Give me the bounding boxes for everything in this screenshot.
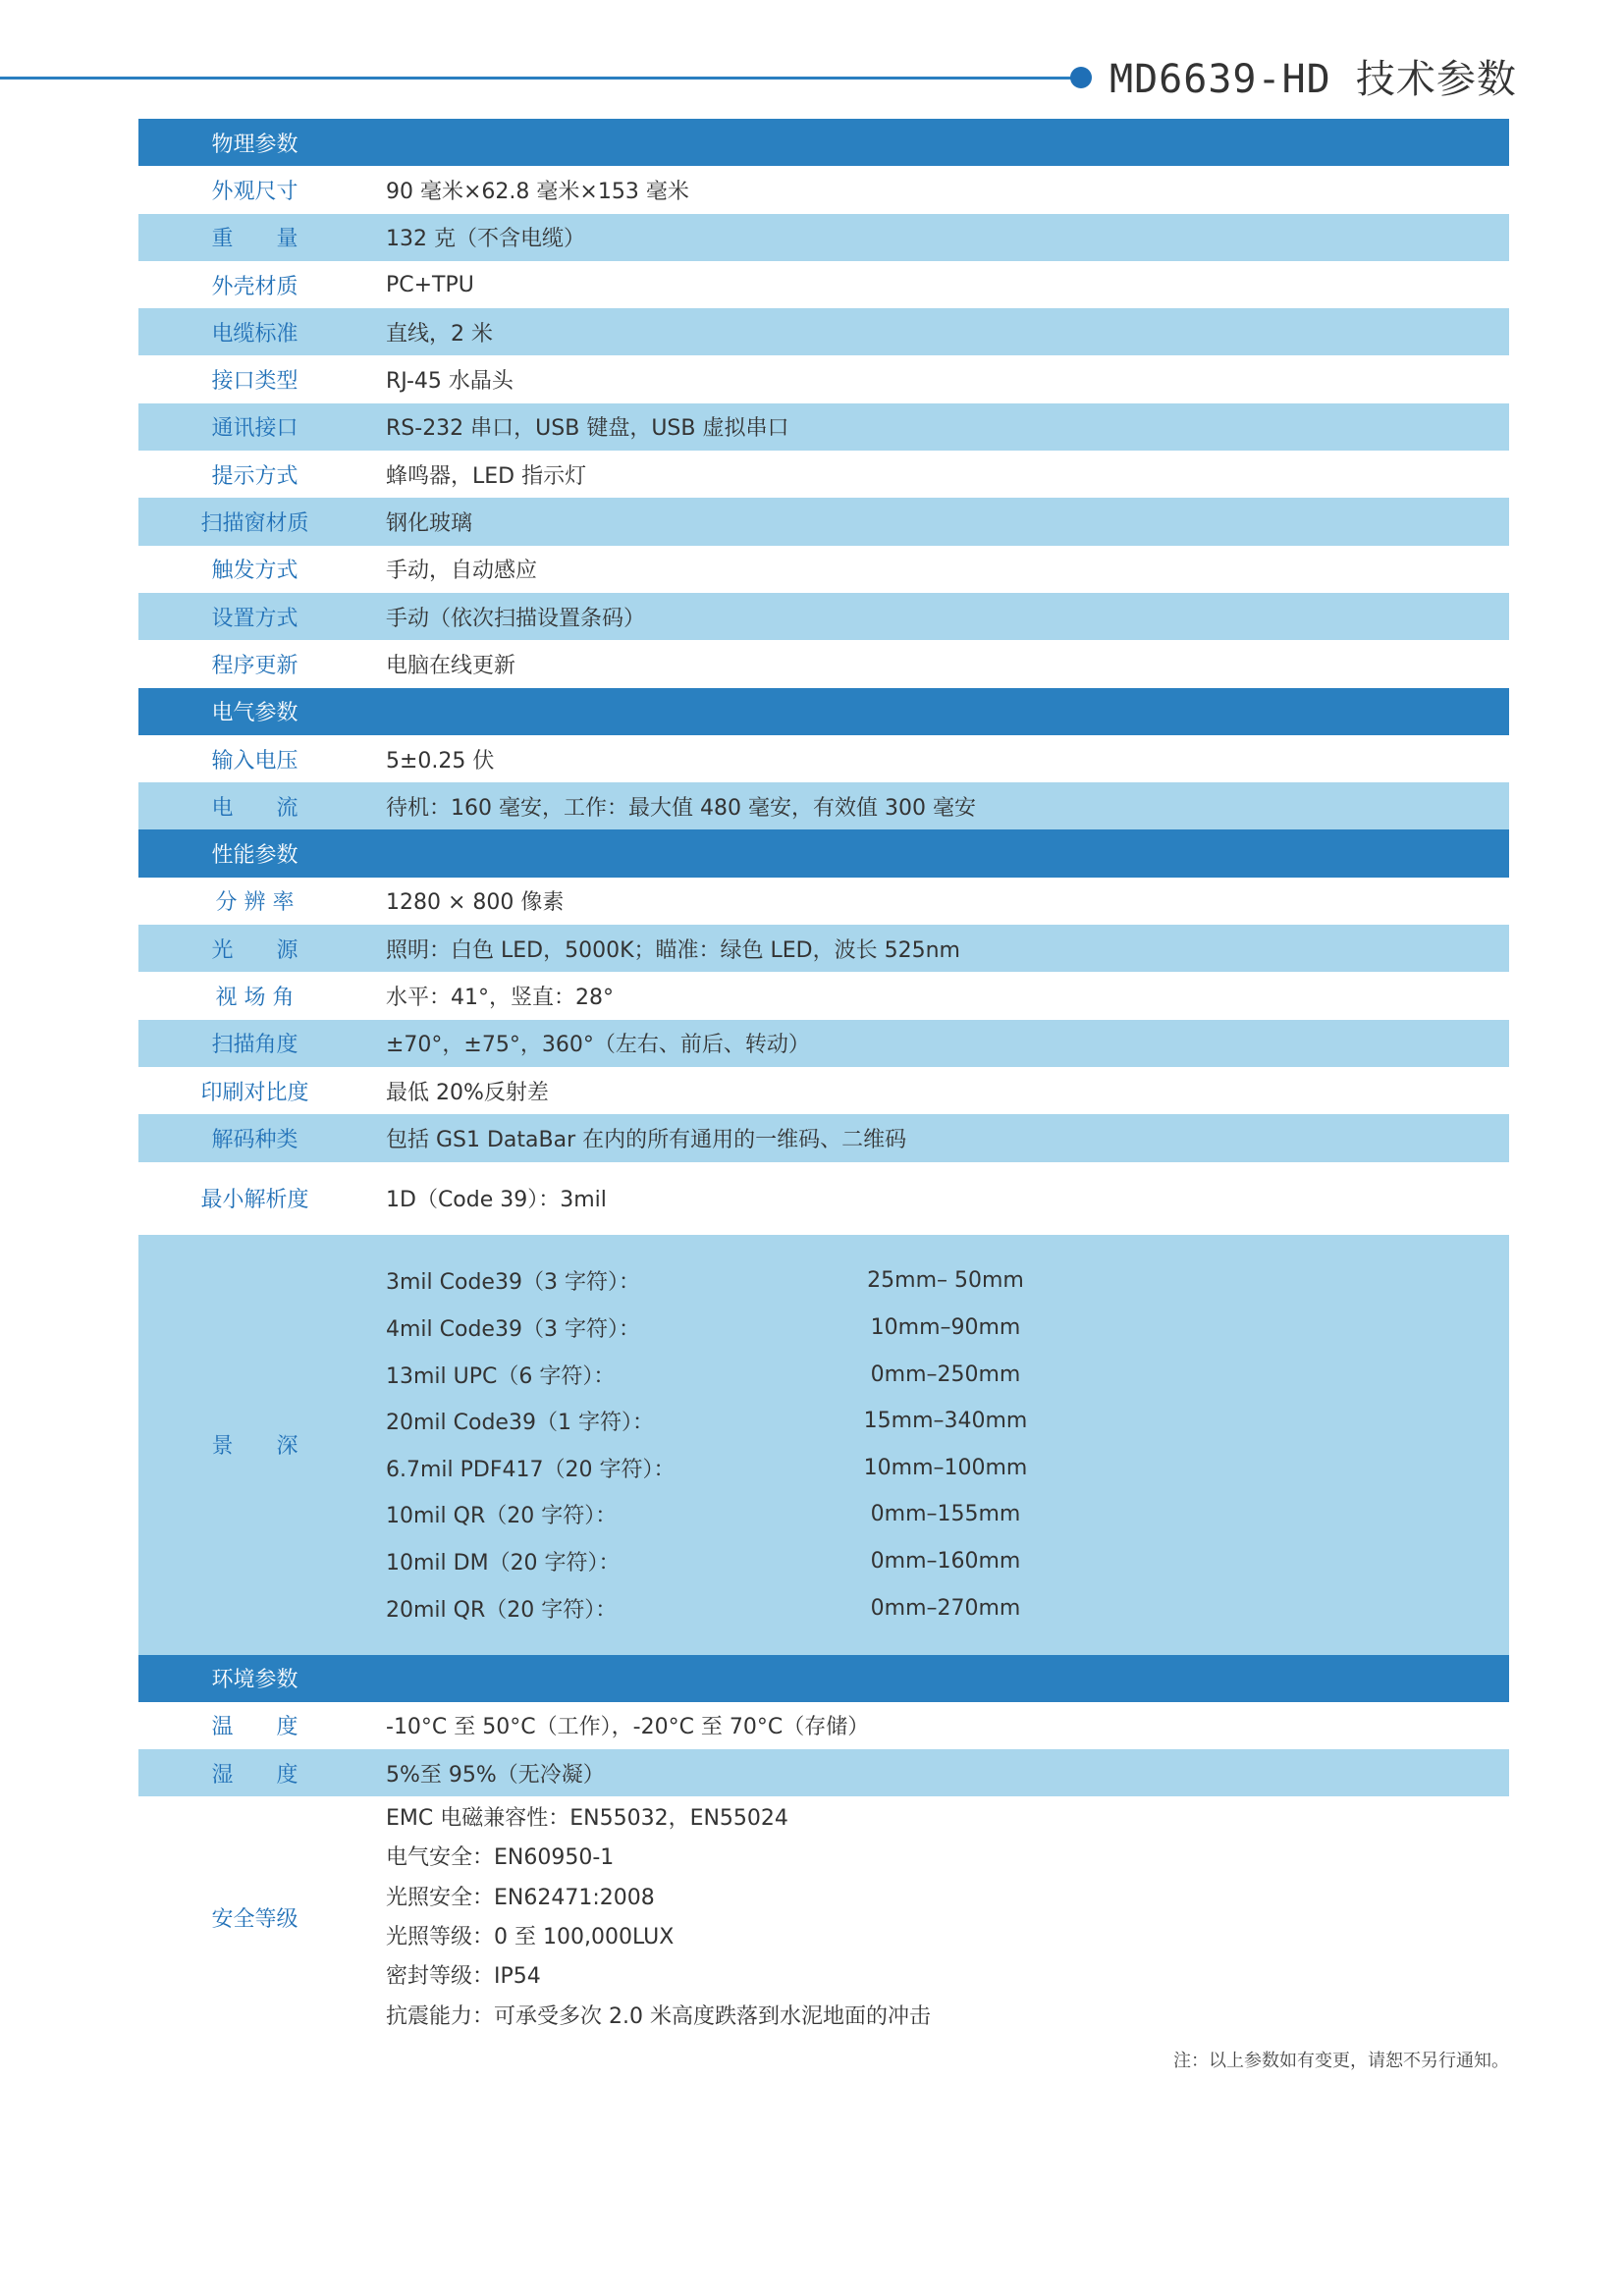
dof-item	[386, 1538, 1044, 1585]
dof-item	[386, 1491, 1044, 1538]
spec-label: 电缆标准	[211, 321, 298, 347]
safety-list	[371, 1799, 931, 2037]
spec-label: 温 度	[211, 1715, 298, 1740]
spec-value: 蜂鸣器，LED 指示灯	[386, 463, 587, 489]
footnote: 注：以上参数如有变更，请恕不另行通知。	[1173, 2051, 1509, 2071]
spec-row-temperature	[138, 1702, 1509, 1749]
dof-code: 3mil Code39（3 字符）：	[386, 1270, 640, 1296]
section-title: 环境参数	[211, 1668, 298, 1693]
section-header-electrical	[138, 688, 1509, 735]
spec-value: 手动，自动感应	[386, 559, 538, 584]
spec-row-housing-material	[138, 261, 1509, 308]
spec-row-safety	[138, 1796, 1509, 2039]
dof-item	[386, 1257, 1044, 1305]
dof-range: 0mm–155mm	[870, 1502, 1021, 1527]
spec-value: 手动（依次扫描设置条码）	[386, 606, 646, 631]
spec-row-configuration	[138, 593, 1509, 640]
spec-label: 解码种类	[211, 1127, 298, 1152]
spec-value: RS-232 串口，USB 键盘，USB 虚拟串口	[386, 416, 789, 442]
spec-label: 印刷对比度	[200, 1080, 309, 1105]
page-title: MD6639-HD 技术参数	[1109, 57, 1517, 102]
spec-value: 5%至 95%（无冷凝）	[386, 1762, 605, 1788]
spec-row-cable	[138, 308, 1509, 355]
spec-label: 安全等级	[211, 1907, 298, 1933]
spec-row-print-contrast	[138, 1067, 1509, 1114]
dof-range: 0mm–160mm	[870, 1549, 1021, 1575]
spec-row-input-voltage	[138, 735, 1509, 782]
spec-row-window-material	[138, 498, 1509, 545]
spec-table	[138, 119, 1509, 2039]
spec-row-resolution	[138, 878, 1509, 925]
spec-value: 1280 × 800 像素	[386, 890, 565, 916]
spec-label: 外观尺寸	[211, 179, 298, 204]
section-title: 性能参数	[211, 843, 298, 869]
spec-value: -10°C 至 50°C（工作），-20°C 至 70°C（存储）	[386, 1715, 870, 1740]
spec-row-firmware-update	[138, 640, 1509, 687]
spec-label: 扫描角度	[211, 1033, 298, 1058]
spec-row-scan-angle	[138, 1020, 1509, 1067]
spec-value: RJ-45 水晶头	[386, 369, 514, 395]
spec-value: 直线，2 米	[386, 321, 493, 347]
spec-label: 景 深	[211, 1434, 298, 1460]
spec-label: 通讯接口	[211, 416, 298, 442]
header-rule-line	[0, 77, 1074, 80]
dof-item	[386, 1584, 1044, 1631]
spec-label: 提示方式	[211, 463, 298, 489]
section-header-environment	[138, 1655, 1509, 1702]
depth-of-field-list	[371, 1257, 1044, 1631]
spec-label: 外壳材质	[211, 274, 298, 299]
spec-row-field-of-view	[138, 972, 1509, 1019]
spec-value: PC+TPU	[386, 272, 474, 297]
spec-row-trigger	[138, 546, 1509, 593]
spec-label: 视 场 角	[215, 985, 295, 1010]
dof-code: 6.7mil PDF417（20 字符）：	[386, 1457, 676, 1482]
dof-code: 13mil UPC（6 字符）：	[386, 1363, 616, 1389]
dof-range: 25mm– 50mm	[867, 1268, 1024, 1294]
section-title: 电气参数	[211, 701, 298, 726]
dof-item	[386, 1398, 1044, 1445]
spec-row-light-source	[138, 925, 1509, 972]
section-title: 物理参数	[211, 132, 298, 157]
spec-value: 5±0.25 伏	[386, 748, 495, 774]
dof-code: 20mil QR（20 字符）：	[386, 1597, 618, 1623]
spec-row-depth-of-field	[138, 1235, 1509, 1655]
safety-item: 密封等级：IP54	[386, 1964, 541, 1990]
safety-item: 电气安全：EN60950-1	[386, 1845, 615, 1871]
dof-item	[386, 1445, 1044, 1492]
dof-range: 10mm–100mm	[863, 1455, 1028, 1480]
spec-row-indicator	[138, 451, 1509, 498]
header-bullet-dot	[1070, 67, 1092, 88]
spec-label: 分 辨 率	[215, 890, 295, 916]
spec-label: 最小解析度	[200, 1188, 309, 1213]
section-header-physical	[138, 119, 1509, 166]
spec-row-interface	[138, 403, 1509, 451]
dof-code: 20mil Code39（1 字符）：	[386, 1411, 654, 1436]
spec-label: 程序更新	[211, 653, 298, 678]
spec-row-humidity	[138, 1749, 1509, 1796]
spec-label: 设置方式	[211, 606, 298, 631]
dof-range: 0mm–250mm	[870, 1362, 1021, 1387]
spec-label: 湿 度	[211, 1762, 298, 1788]
spec-value: 水平：41°，竖直：28°	[386, 985, 614, 1010]
spec-value: 包括 GS1 DataBar 在内的所有通用的一维码、二维码	[386, 1127, 907, 1152]
spec-label: 扫描窗材质	[200, 511, 309, 537]
safety-item: 光照安全：EN62471:2008	[386, 1885, 655, 1910]
spec-label: 重 量	[211, 227, 298, 252]
spec-row-dimensions	[138, 166, 1509, 213]
dof-code: 10mil DM（20 字符）：	[386, 1551, 621, 1576]
spec-label: 接口类型	[211, 369, 298, 395]
dof-item	[386, 1351, 1044, 1398]
spec-value: ±70°，±75°，360°（左右、前后、转动）	[386, 1033, 810, 1058]
dof-range: 10mm–90mm	[870, 1315, 1021, 1341]
spec-row-current	[138, 782, 1509, 829]
spec-row-min-resolution	[138, 1162, 1509, 1235]
spec-label: 触发方式	[211, 559, 298, 584]
spec-label: 光 源	[211, 937, 298, 963]
spec-value: 最低 20%反射差	[386, 1080, 549, 1105]
spec-label: 电 流	[211, 795, 298, 821]
dof-item	[386, 1305, 1044, 1352]
section-header-performance	[138, 829, 1509, 877]
safety-item: 光照等级：0 至 100,000LUX	[386, 1924, 675, 1949]
dof-range: 0mm–270mm	[870, 1595, 1021, 1621]
spec-value: 1D（Code 39）：3mil	[386, 1188, 607, 1213]
safety-item: 抗震能力：可承受多次 2.0 米高度跌落到水泥地面的冲击	[386, 2003, 931, 2029]
dof-code: 10mil QR（20 字符）：	[386, 1504, 618, 1529]
spec-value: 90 毫米×62.8 毫米×153 毫米	[386, 179, 689, 204]
spec-value: 待机：160 毫安，工作：最大值 480 毫安，有效值 300 毫安	[386, 795, 976, 821]
spec-value: 钢化玻璃	[386, 511, 473, 537]
spec-row-symbologies	[138, 1114, 1509, 1161]
safety-item: EMC 电磁兼容性：EN55032，EN55024	[386, 1806, 788, 1832]
spec-value: 132 克（不含电缆）	[386, 227, 585, 252]
spec-row-connector	[138, 355, 1509, 402]
spec-label: 输入电压	[211, 748, 298, 774]
spec-row-weight	[138, 214, 1509, 261]
dof-code: 4mil Code39（3 字符）：	[386, 1317, 640, 1343]
spec-value: 照明：白色 LED，5000K；瞄准：绿色 LED，波长 525nm	[386, 937, 960, 963]
dof-range: 15mm–340mm	[863, 1409, 1028, 1434]
spec-value: 电脑在线更新	[386, 653, 516, 678]
